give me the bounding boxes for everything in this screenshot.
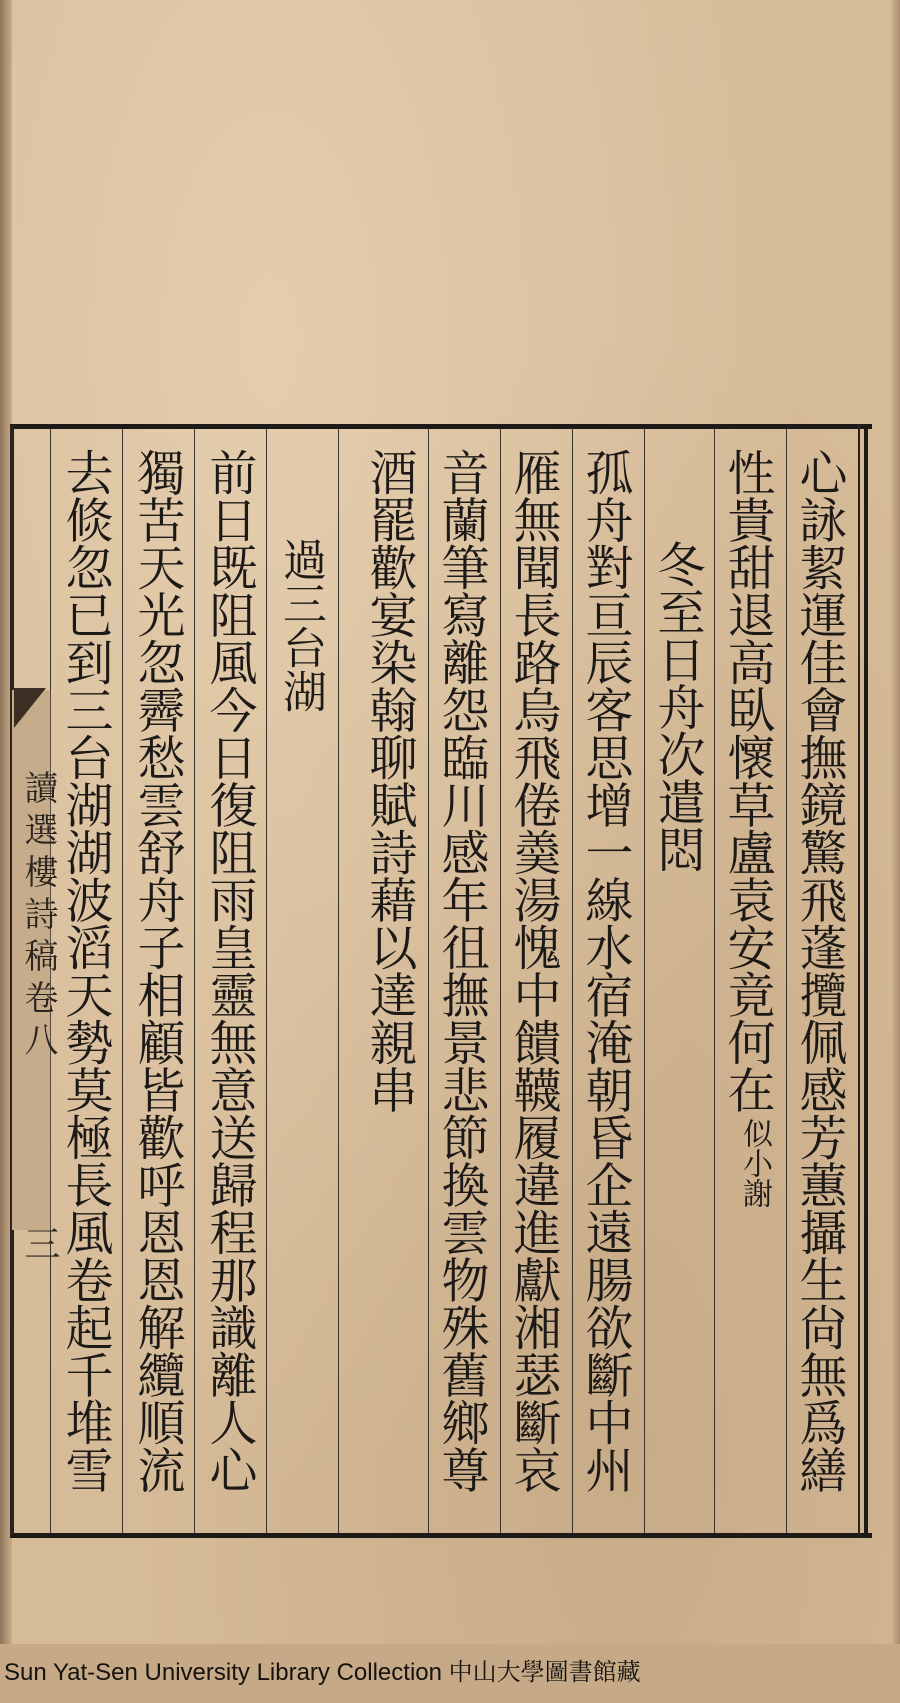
text-frame-right-border (858, 424, 868, 1538)
text-column-6: 音蘭筆寫離怨臨川感年徂撫景悲節換雲物殊舊鄉尊 (433, 448, 489, 1493)
text-column-5: 雁無聞長路烏飛倦羮湯愧中饋韈履違進獻湘瑟斷哀 (505, 448, 561, 1493)
text-column-1: 心詠絜運佳會撫鏡驚飛蓬攬佩感芳蕙攝生尙無爲繕 (791, 448, 847, 1493)
text-column-4: 孤舟對亘辰客思增一線水宿淹朝昏企遠腸欲斷中州 (577, 448, 633, 1493)
text-column-2: 性貴甜退高臥懷草盧袁安竟何在 (719, 448, 775, 1113)
poem-title-1: 冬至日舟次遣悶 (649, 540, 705, 873)
spine-page-number: 三 (19, 1225, 60, 1261)
text-column-10: 獨苦天光忽霽愁雲舒舟子相顧皆歡呼恩恩解纜順流 (129, 448, 185, 1493)
column-rule (338, 429, 339, 1533)
column-rule (194, 429, 195, 1533)
column-rule (266, 429, 267, 1533)
annotation-note: 似小謝 (737, 1118, 772, 1208)
book-edge-right (890, 0, 900, 1703)
text-column-7: 酒罷歡宴染翰聊賦詩藉以達親串 (361, 448, 417, 1113)
spine-title: 讀選樓詩稿卷八 (18, 770, 58, 1064)
poem-title-2: 過三台湖 (275, 537, 326, 713)
text-column-11: 去倐忽已到三台湖湖波滔天勢莫極長風卷起千堆雪 (57, 448, 113, 1493)
library-credit: Sun Yat-Sen University Library Collection 中山大學圖書館藏 (4, 1659, 641, 1686)
column-rule (122, 429, 123, 1533)
text-column-9: 前日既阻風今日復阻雨皇靈無意送歸程那識離人心 (201, 448, 257, 1493)
fishtail-mark (14, 688, 46, 728)
